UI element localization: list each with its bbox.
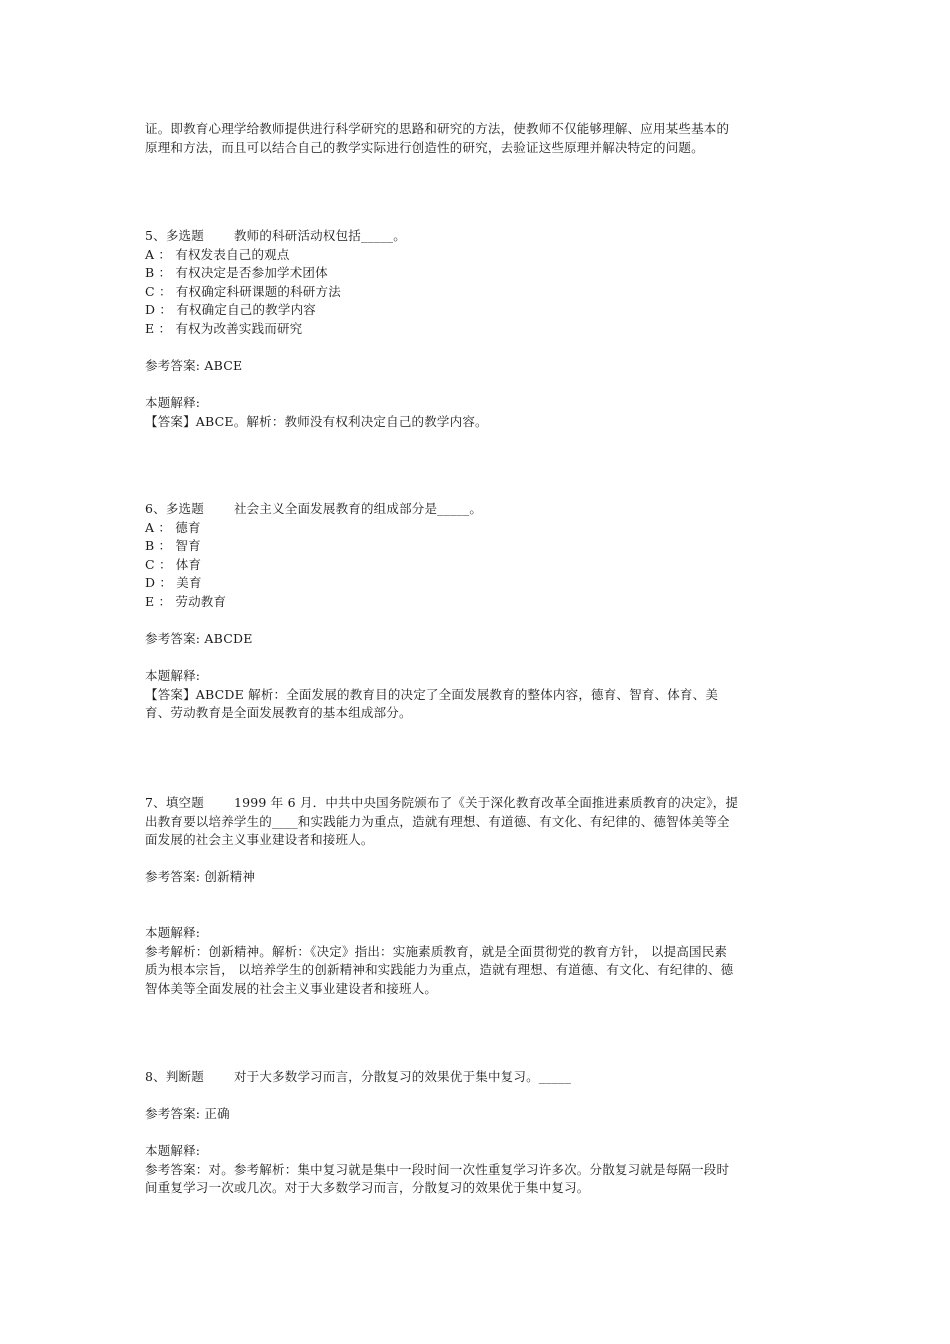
explanation-label: 本题解释: — [145, 1143, 201, 1158]
question-type: 多选题 — [165, 228, 204, 243]
explanation-line: 间重复学习一次或几次。对于大多数学习而言，分散复习的效果优于集中复习。 — [145, 1180, 590, 1195]
question-stem: 1999 年 6 月．中共中央国务院颁布了《关于深化教育改革全面推进素质教育的决定》，提 — [233, 795, 739, 810]
reference-answer: 参考答案: 创新精神 — [145, 869, 256, 884]
reference-answer: 参考答案: ABCDE — [145, 631, 253, 646]
explanation-line: 参考答案：对。参考解析：集中复习就是集中一段时间一次性重复学习许多次。分散复习就是每隔一段时 — [145, 1161, 730, 1177]
question-type: 多选题 — [165, 501, 204, 516]
question-number: 6、 — [145, 501, 166, 516]
option-b: B ： 智育 — [145, 538, 201, 553]
question-stem: 教师的科研活动权包括_____。 — [233, 228, 406, 243]
question-stem-line: 面发展的社会主义事业建设者和接班人。 — [145, 832, 374, 847]
option-b: B ： 有权决定是否参加学术团体 — [145, 265, 328, 280]
document-page — [145, 0, 810, 1344]
intro-paragraph — [145, 120, 810, 157]
option-c: C ： 有权确定科研课题的科研方法 — [145, 283, 341, 299]
question-stem: 社会主义全面发展教育的组成部分是_____。 — [233, 501, 483, 516]
question-number: 5、 — [145, 228, 166, 243]
question-number: 8、 — [145, 1069, 166, 1084]
option-c: C ： 体育 — [145, 556, 202, 572]
question-stem-line: 出教育要以培养学生的____和实践能力为重点，造就有理想、有道德、有文化、有纪律的、德智体美等全 — [145, 813, 730, 829]
option-e: E ： 有权为改善实践而研究 — [145, 320, 303, 336]
explanation-line: 质为根本宗旨， 以培养学生的创新精神和实践能力为重点，造就有理想、有道德、有文化、有纪律的、德 — [145, 962, 734, 977]
question-6 — [145, 500, 810, 611]
answer-5 — [145, 357, 810, 376]
question-header — [145, 500, 810, 519]
explanation-6 — [145, 667, 810, 723]
question-8 — [145, 1068, 810, 1087]
explanation-8 — [145, 1142, 810, 1198]
explanation-label: 本题解释: — [145, 668, 201, 683]
explanation-label: 本题解释: — [145, 395, 201, 410]
answer-8 — [145, 1105, 810, 1124]
option-a: A ： 德育 — [145, 519, 201, 535]
question-type: 填空题 — [165, 795, 204, 810]
question-header — [145, 227, 810, 246]
answer-7 — [145, 868, 810, 887]
question-stem: 对于大多数学习而言，分散复习的效果优于集中复习。_____ — [233, 1069, 572, 1084]
explanation-5 — [145, 394, 810, 431]
explanation-line: 【答案】ABCDE 解析：全面发展的教育目的决定了全面发展教育的整体内容，德育、智育、体育、美 — [145, 686, 719, 702]
explanation-line: 智体美等全面发展的社会主义事业建设者和接班人。 — [145, 980, 438, 996]
option-a: A ： 有权发表自己的观点 — [145, 246, 290, 262]
question-type: 判断题 — [165, 1069, 204, 1084]
explanation-7 — [145, 924, 810, 998]
question-number: 7、 — [145, 795, 166, 810]
explanation-label: 本题解释: — [145, 925, 201, 940]
intro-line: 证。即教育心理学给教师提供进行科学研究的思路和研究的方法，使教师不仅能够理解、应用某些基本的 — [145, 121, 730, 136]
option-d: D ： 有权确定自己的教学内容 — [145, 302, 316, 317]
question-7 — [145, 794, 810, 850]
reference-answer: 参考答案: ABCE — [145, 358, 243, 373]
explanation-line: 【答案】ABCE。解析：教师没有权利决定自己的教学内容。 — [145, 413, 488, 429]
intro-line: 原理和方法，而且可以结合自己的教学实际进行创造性的研究，去验证这些原理并解决特定的问题。 — [145, 139, 704, 155]
explanation-line: 参考解析：创新精神。解析：《决定》指出：实施素质教育，就是全面贯彻党的教育方针， 以提高国民素 — [145, 943, 728, 959]
question-header — [145, 794, 810, 813]
reference-answer: 参考答案: 正确 — [145, 1106, 230, 1121]
option-d: D ： 美育 — [145, 575, 202, 590]
explanation-line: 育、劳动教育是全面发展教育的基本组成部分。 — [145, 705, 412, 720]
answer-6 — [145, 630, 810, 649]
option-e: E ： 劳动教育 — [145, 593, 227, 609]
question-header — [145, 1068, 810, 1087]
question-5 — [145, 227, 810, 338]
